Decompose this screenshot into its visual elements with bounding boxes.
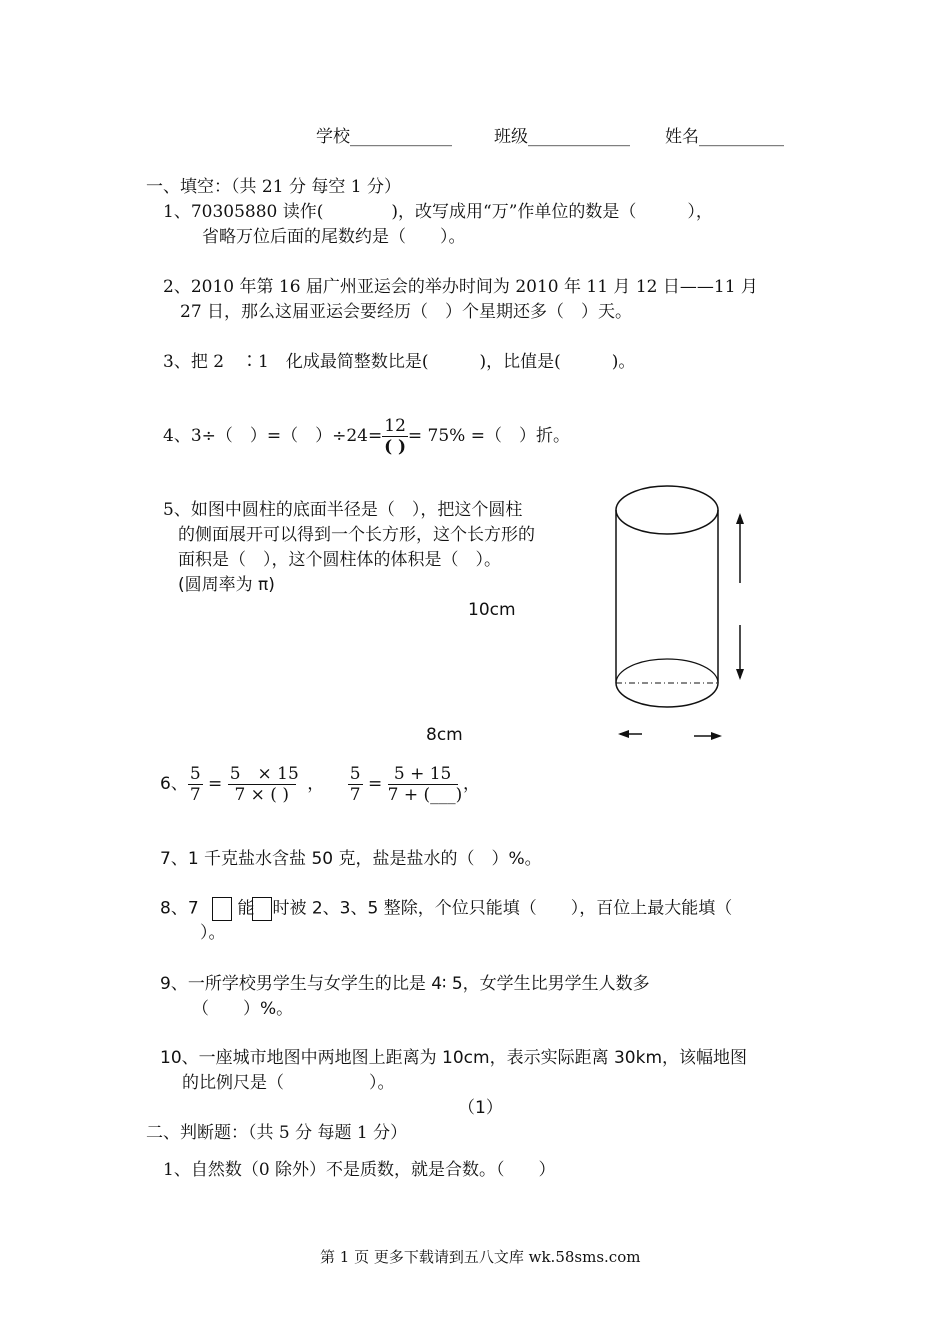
q2-line1: 2、2010 年第 16 届广州亚运会的举办时间为 2010 年 11 月 12 日——11 月: [163, 277, 758, 297]
section2-q1: 1、自然数（0 除外）不是质数，就是合数。（ ）: [163, 1160, 556, 1180]
q8-line1: [160, 897, 732, 921]
q5-line1: 5、如图中圆柱的底面半径是（ ），把这个圆柱: [163, 500, 523, 520]
q6-frac2-num: 5 × 15: [229, 763, 299, 784]
page-mark: （1）: [458, 1098, 503, 1118]
q8-part2: 能: [237, 898, 255, 919]
q6-frac4-den: 7 + (___): [387, 784, 463, 805]
height-arrow-down-head: [736, 669, 744, 680]
name-field: 姓名__________: [665, 127, 784, 147]
q6-frac4-num: 5 + 15: [388, 764, 458, 785]
q4: [163, 414, 570, 458]
school-field: 学校____________: [316, 127, 452, 147]
q4-fraction: [382, 416, 408, 457]
cylinder-top-ellipse: [616, 486, 718, 534]
section1-title: 一、填空：（共 21 分 每空 1 分）: [146, 177, 401, 197]
q5-line4: (圆周率为 π): [178, 575, 275, 595]
q10-line1: 10、一座城市地图中两地图上距离为 10cm，表示实际距离 30km，该幅地图: [160, 1048, 748, 1068]
width-arrow-right-head: [711, 732, 722, 740]
q9-line2: （ ）%。: [192, 999, 294, 1019]
q8-line2: ）。: [200, 923, 226, 943]
q4-suffix: = 75% =（ ）折。: [407, 426, 570, 446]
q8-blank-box-2: [252, 897, 272, 921]
page-footer: 第 1 页 更多下载请到五八文库 wk.58sms.com: [320, 1248, 641, 1266]
q6-frac2: [228, 763, 299, 805]
cylinder-diagram: [600, 470, 760, 755]
q6-frac4: [387, 763, 463, 805]
q6-frac2-den: 7 × ( ): [234, 784, 289, 805]
q2-line2: 27 日，那么这届亚运会要经历（ ）个星期还多（ ）天。: [180, 302, 633, 322]
q1-line2: 省略万位后面的尾数约是（ ）。: [202, 227, 466, 247]
height-arrow-up-head: [736, 513, 744, 524]
q6-frac3-den: 7: [349, 784, 361, 805]
q4-frac-numerator: 12: [384, 416, 406, 436]
q1-line1: 1、70305880 读作( )，改写成用“万”作单位的数是（ ），: [163, 202, 713, 222]
q6-frac1-num: 5: [189, 763, 201, 784]
width-arrow-left-head: [618, 730, 629, 738]
q8-part1: 8、7: [160, 898, 199, 919]
q6-frac3-num: 5: [349, 763, 361, 784]
q7: 7、1 千克盐水含盐 50 克，盐是盐水的（ ）%。: [160, 849, 542, 869]
cylinder-bottom-front: [616, 683, 718, 707]
cylinder-width-label: 8cm: [426, 725, 463, 745]
q10-line2: 的比例尺是（ ）。: [182, 1073, 395, 1093]
q6-frac1: [188, 764, 203, 805]
q8-part3: 时被 2、3、5 整除，个位只能填（ ），百位上最大能填（: [272, 898, 733, 919]
q5-line2: 的侧面展开可以得到一个长方形，这个长方形的: [178, 525, 535, 545]
q6: 6、 $\frac{5}{7}$ = $\frac{5 \times 15}{7 \times ( )}$ ， $\frac{5}{7}$ = $\frac{5 + 15}{7 + (\_\_\_)}$ ，: [160, 763, 481, 805]
q5-line3: 面积是（ ），这个圆柱体的体积是（ ）。: [178, 550, 501, 570]
q6-frac3: [348, 764, 363, 805]
q6-prefix: 6、: [160, 774, 188, 794]
q9-line1: 9、一所学校男学生与女学生的比是 4∶ 5，女学生比男学生人数多: [160, 974, 650, 994]
q4-frac-denominator: ( ): [384, 437, 407, 457]
q4-prefix: 4、3÷（ ）=（ ）÷24=: [163, 426, 383, 446]
q6-frac1-den: 7: [189, 784, 201, 805]
class-field: 班级____________: [494, 127, 630, 147]
cylinder-bottom-back: [616, 659, 718, 683]
section2-title: 二、判断题：（共 5 分 每题 1 分）: [146, 1123, 408, 1143]
cylinder-height-label: 10cm: [468, 600, 516, 620]
q3: 3、把 2 ∶1 化成最简整数比是( )，比值是( )。: [163, 352, 636, 372]
q8-blank-box-1: [212, 897, 232, 921]
